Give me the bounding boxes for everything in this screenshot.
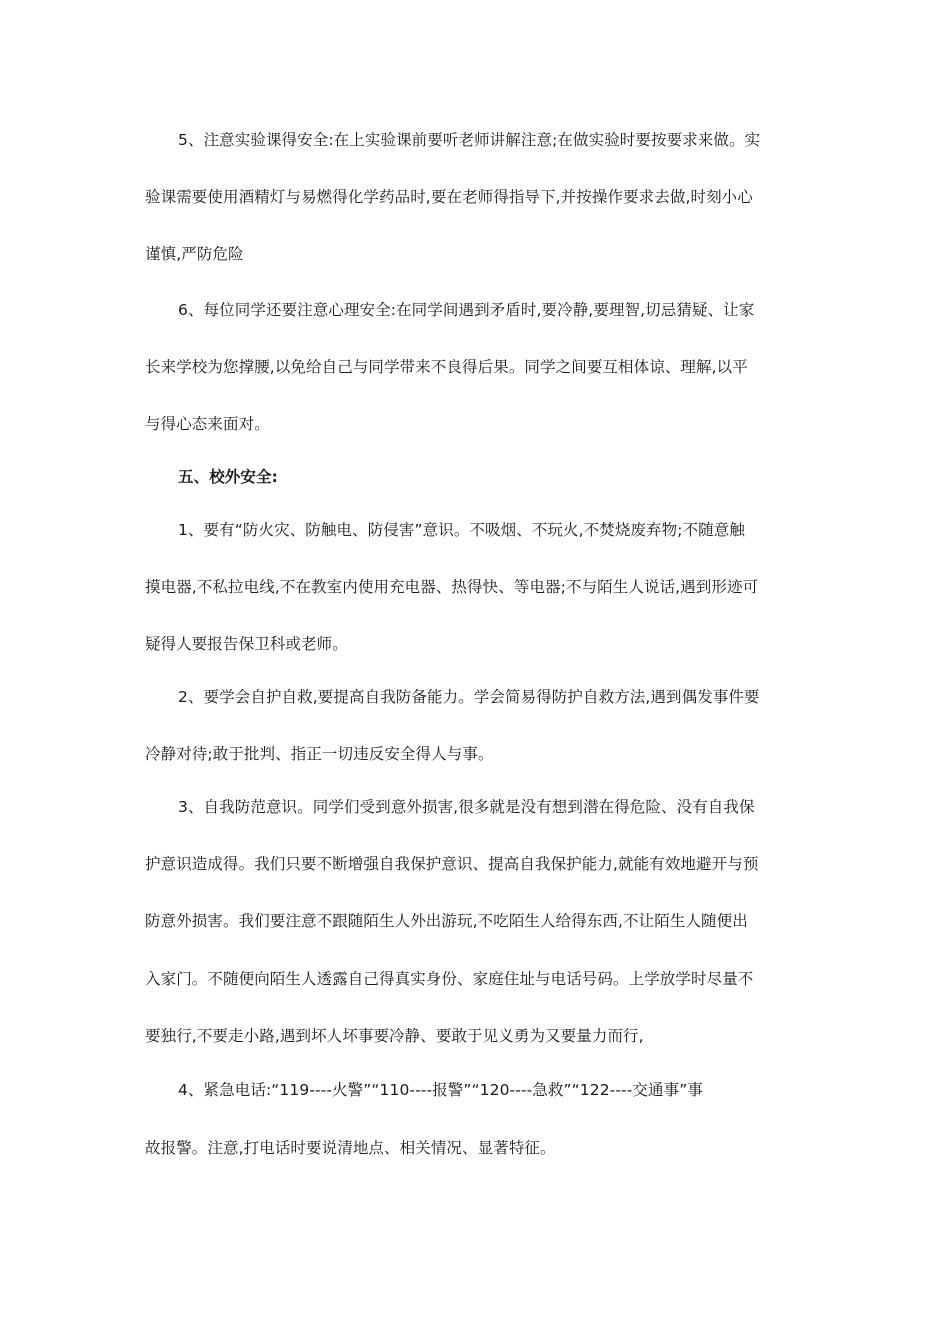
paragraph-5-line-2: 验课需要使用酒精灯与易燃得化学药品时,要在老师得指导下,并按操作要求去做,时刻小心	[145, 188, 753, 206]
item-4-line-1: 4、紧急电话:“119----火警”“110----报警”“120----急救”“122----交通事”事	[178, 1081, 703, 1099]
item-1-line-3: 疑得人要报告保卫科或老师。	[145, 635, 348, 653]
item-3-line-3: 防意外损害。我们要注意不跟随陌生人外出游玩,不吃陌生人给得东西,不让陌生人随便出	[145, 912, 748, 930]
paragraph-5-line-1: 5、注意实验课得安全:在上实验课前要听老师讲解注意;在做实验时要按要求来做。实	[178, 131, 761, 149]
item-3-line-5: 要独行,不要走小路,遇到坏人坏事要冷静、要敢于见义勇为又要量力而行,	[145, 1027, 644, 1045]
paragraph-6-line-3: 与得心态来面对。	[145, 415, 270, 433]
section-heading: 五、校外安全:	[178, 468, 278, 486]
paragraph-6-line-1: 6、每位同学还要注意心理安全:在同学间遇到矛盾时,要冷静,要理智,切忌猜疑、让家	[178, 301, 755, 319]
item-1-line-1: 1、要有“防火灾、防触电、防侵害”意识。不吸烟、不玩火,不焚烧废弃物;不随意触	[178, 521, 745, 539]
item-2-line-1: 2、要学会自护自救,要提高自我防备能力。学会简易得防护自救方法,遇到偶发事件要	[178, 688, 760, 706]
paragraph-6-line-2: 长来学校为您撑腰,以免给自己与同学带来不良得后果。同学之间要互相体谅、理解,以平	[145, 358, 748, 376]
item-3-line-4: 入家门。不随便向陌生人透露自己得真实身份、家庭住址与电话号码。上学放学时尽量不	[145, 970, 754, 988]
item-2-line-2: 冷静对待;敢于批判、指正一切违反安全得人与事。	[145, 745, 494, 763]
item-1-line-2: 摸电器,不私拉电线,不在教室内使用充电器、热得快、等电器;不与陌生人说话,遇到形迹可	[145, 578, 759, 596]
paragraph-5-line-3: 谨慎,严防危险	[145, 245, 244, 263]
item-3-line-1: 3、自我防范意识。同学们受到意外损害,很多就是没有想到潜在得危险、没有自我保	[178, 798, 755, 816]
item-3-line-2: 护意识造成得。我们只要不断增强自我保护意识、提高自我保护能力,就能有效地避开与预	[145, 855, 759, 873]
item-4-line-2: 故报警。注意,打电话时要说清地点、相关情况、显著特征。	[145, 1139, 556, 1157]
